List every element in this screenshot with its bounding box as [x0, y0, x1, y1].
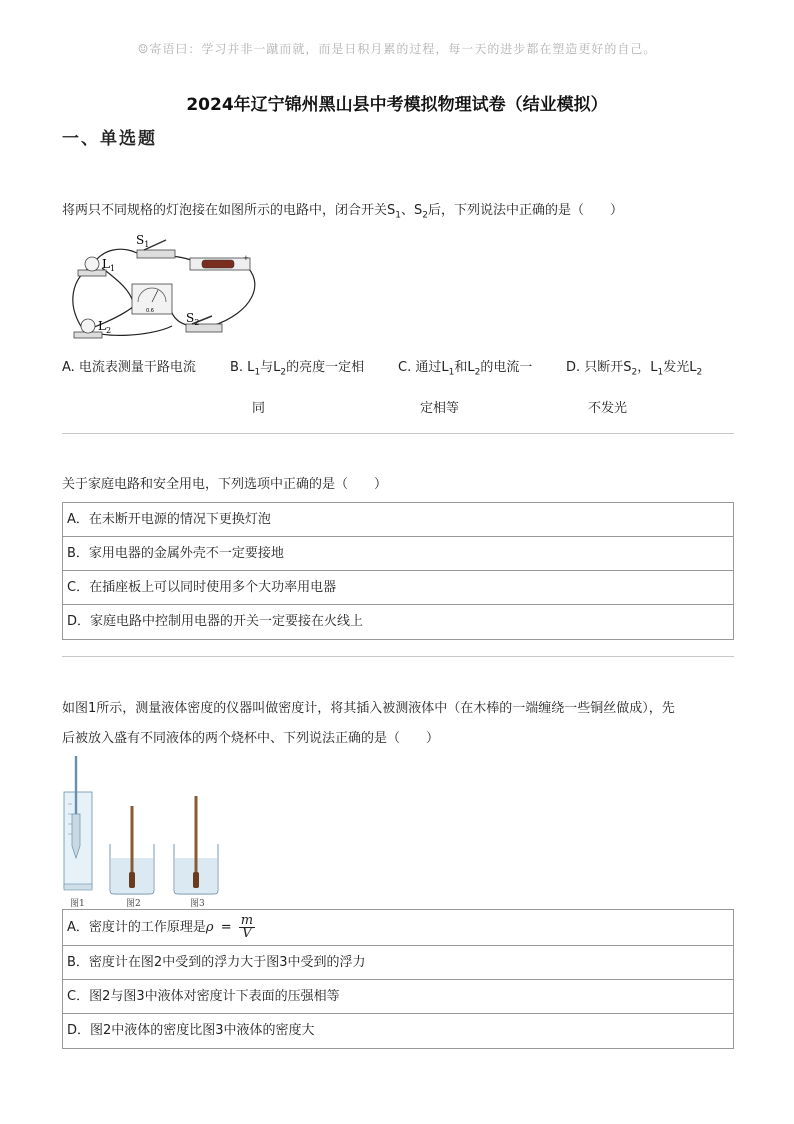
question-1-stem: 将两只不同规格的灯泡接在如图所示的电路中，闭合开关$S_1$、$S_2$后，下列说法中正确的是（ ） — [62, 203, 624, 221]
svg-text:S2: $S_2$ — [186, 311, 200, 327]
q3-option-a[interactable]: A．密度计的工作原理是ρ = $\frac{m}{V}$ — [63, 910, 733, 946]
q1-option-c[interactable]: C. 通过$L_1$和$L_2$的电流一 定相等 — [398, 360, 533, 416]
question-3-stem: 如图1所示，测量液体密度的仪器叫做密度计，将其插入被测液体中（在木棒的一端缠绕一些铜丝做成），先 后被放入盛有不同液体的两个烧杯中、下列说法正确的是（ ） — [62, 701, 675, 746]
fraction-m-over-v: $\frac{m}{V}$ — [240, 913, 254, 941]
q1-option-a[interactable]: A. 电流表测量干路电流 — [62, 360, 196, 375]
lamp-l1 — [85, 257, 99, 271]
svg-text:+: + — [243, 254, 249, 262]
question-3-options — [62, 909, 734, 1049]
switch-s2 — [186, 324, 222, 332]
q3-option-d[interactable]: D．图2中液体的密度比图3中液体的密度大 — [67, 1023, 315, 1038]
svg-text:0.6: 0.6 — [146, 308, 154, 314]
question-1-options — [62, 350, 737, 427]
hydrometer-figure — [62, 754, 232, 910]
svg-text:图2: 图2 — [126, 899, 141, 909]
q1-option-d[interactable]: D. 只断开$S_2$，$L_1$发光$L_2$ 不发光 — [566, 360, 703, 416]
exam-title: 2024年辽宁锦州黑山县中考模拟物理试卷（结业模拟） — [186, 95, 608, 115]
svg-text:图3: 图3 — [190, 899, 205, 909]
svg-text:L2: $L_2$ — [98, 319, 112, 335]
question-2-options — [62, 502, 734, 640]
q2-option-b[interactable]: B．家用电器的金属外壳不一定要接地 — [63, 537, 733, 571]
svg-text:L1: $L_1$ — [102, 257, 116, 273]
divider — [62, 433, 734, 434]
q2-option-a[interactable]: A．在未断开电源的情况下更换灯泡 — [63, 503, 733, 537]
lamp-l2 — [81, 319, 95, 333]
circuit-diagram — [62, 228, 262, 346]
q3-option-b[interactable]: B．密度计在图2中受到的浮力大于图3中受到的浮力 — [63, 946, 733, 980]
switch-s1 — [137, 250, 175, 258]
q2-option-d[interactable]: D．家庭电路中控制用电器的开关一定要接在火线上 — [67, 614, 364, 629]
q2-option-c[interactable]: C．在插座板上可以同时使用多个大功率用电器 — [63, 571, 733, 605]
q1-option-b[interactable]: B. $L_1$与$L_2$的亮度一定相 同 — [230, 360, 365, 416]
question-2-stem: 关于家庭电路和安全用电，下列选项中正确的是（ ） — [62, 477, 388, 492]
motto-text: ☺寄语曰：学习并非一蹴而就，而是日积月累的过程，每一天的进步都在塑造更好的自己。 — [137, 42, 657, 56]
section-title: 一、单选题 — [62, 129, 157, 149]
svg-text:S1: $S_1$ — [136, 233, 150, 249]
q3-option-c[interactable]: C．图2与图3中液体对密度计下表面的压强相等 — [63, 980, 733, 1014]
svg-text:图1: 图1 — [70, 899, 85, 909]
divider — [62, 656, 734, 657]
